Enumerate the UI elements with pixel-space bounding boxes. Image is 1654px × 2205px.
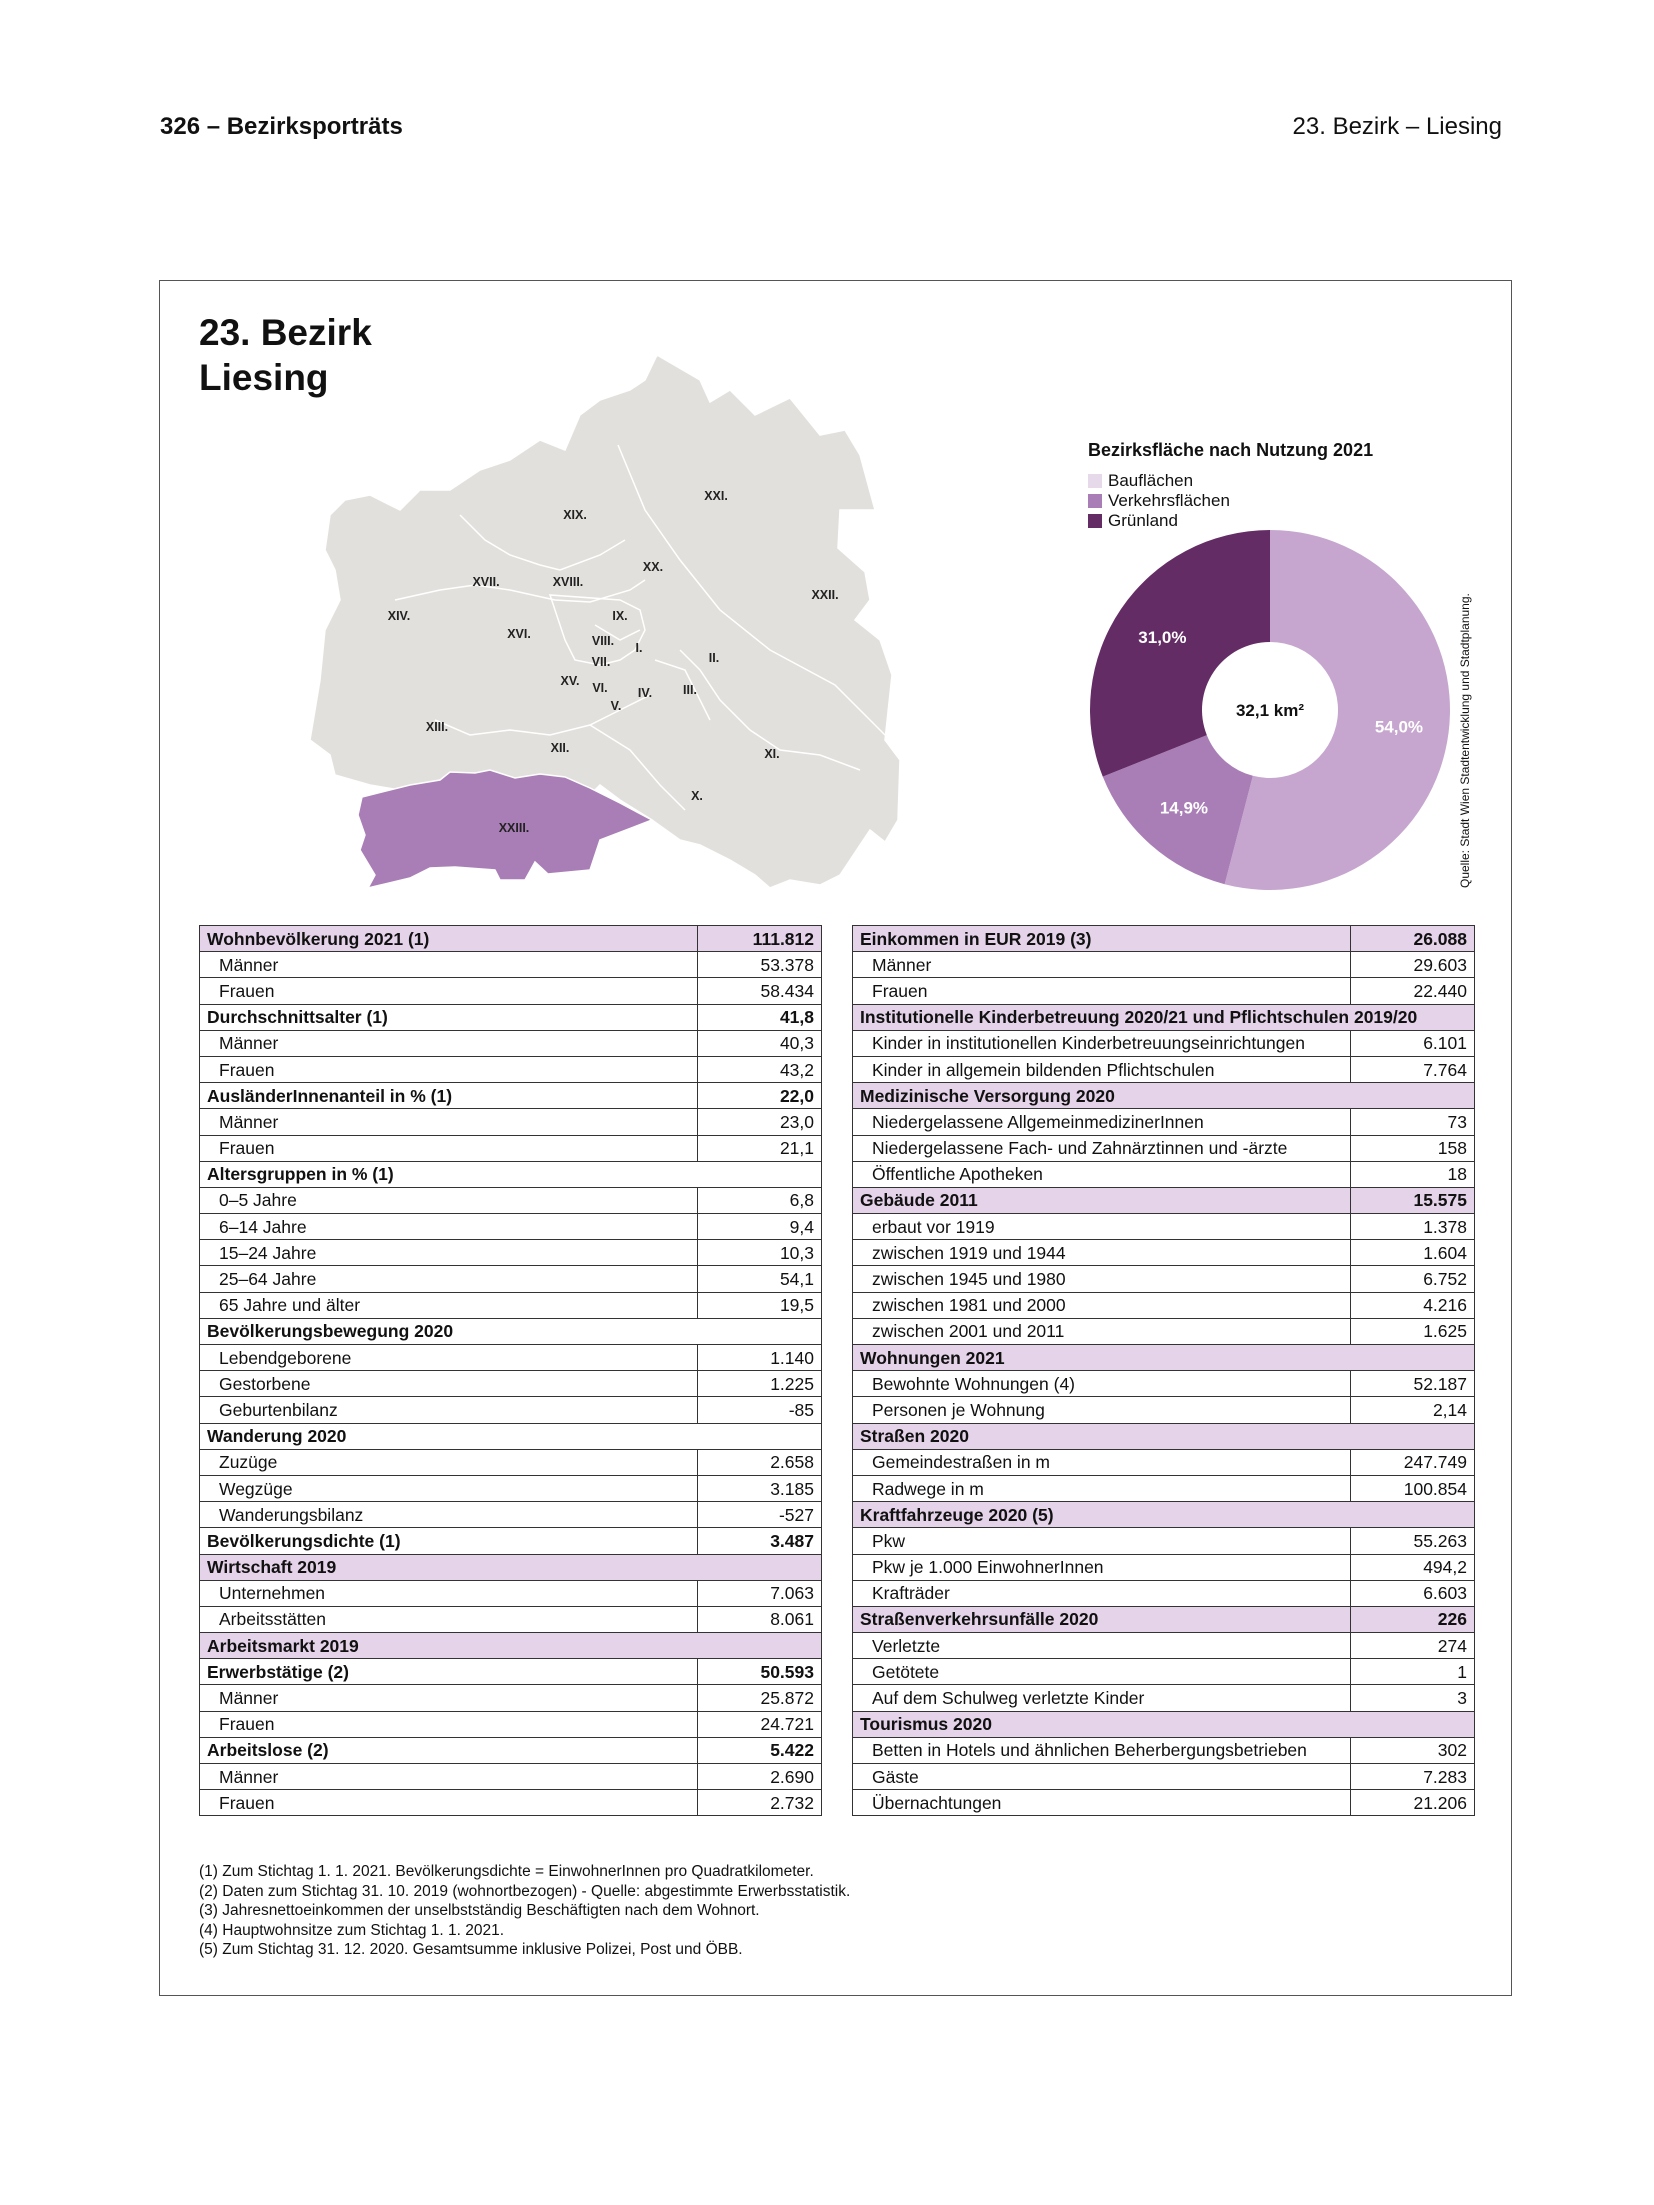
table-row [853,1737,1475,1763]
table-row [200,1502,822,1528]
row-label: Frauen [200,1135,698,1161]
table-row [853,1083,1475,1109]
row-label: Frauen [200,1711,698,1737]
row-value: 2.732 [698,1790,822,1816]
district-label: V. [610,699,622,713]
row-label: AusländerInnenanteil in % (1) [200,1083,698,1109]
table-row [200,1030,822,1056]
pie-center-label: 32,1 km² [1235,701,1305,720]
footnote: (2) Daten zum Stichtag 31. 10. 2019 (wohnortbezogen) - Quelle: abgestimmte Erwerbsstatistik. [199,1882,851,1900]
district-label: XIII. [425,720,449,734]
footnote: (4) Hauptwohnsitze zum Stichtag 1. 1. 2021. [199,1921,504,1939]
table-row [200,1083,822,1109]
legend-swatch [1088,494,1102,508]
table-row [853,1554,1475,1580]
table-row [200,926,822,952]
table-row [200,1659,822,1685]
row-label: Medizinische Versorgung 2020 [853,1083,1475,1109]
row-label: erbaut vor 1919 [853,1214,1351,1240]
district-label: XXI. [704,489,728,503]
row-value: 1 [1351,1659,1475,1685]
row-label: Pkw [853,1528,1351,1554]
row-value: 26.088 [1351,926,1475,952]
source-note: Quelle: Stadt Wien Stadtentwicklung und Stadtplanung. [1458,593,1472,888]
district-label: XVIII. [552,575,584,589]
table-row [853,1345,1475,1371]
row-label: Männer [200,1685,698,1711]
row-label: Männer [200,1030,698,1056]
row-label: Wanderungsbilanz [200,1502,698,1528]
row-label: Geburtenbilanz [200,1397,698,1423]
table-row [200,1737,822,1763]
table-row [200,1685,822,1711]
table-row [200,1004,822,1030]
legend-entry [1088,471,1230,491]
row-label: Verletzte [853,1633,1351,1659]
row-label: Bewohnte Wohnungen (4) [853,1371,1351,1397]
row-value: 302 [1351,1737,1475,1763]
district-label: XIV. [387,609,411,623]
row-value: 6.101 [1351,1030,1475,1056]
row-value: 274 [1351,1633,1475,1659]
row-value: 6.603 [1351,1580,1475,1606]
table-row [200,978,822,1004]
table-row [853,926,1475,952]
district-label: I. [635,641,643,655]
row-value: 29.603 [1351,952,1475,978]
row-value: 1.378 [1351,1214,1475,1240]
row-value: 41,8 [698,1004,822,1030]
table-row [200,1135,822,1161]
row-label: Tourismus 2020 [853,1711,1475,1737]
row-value: 2.690 [698,1764,822,1790]
row-label: Auf dem Schulweg verletzte Kinder [853,1685,1351,1711]
table-row [853,1580,1475,1606]
infrastructure-table [852,925,1475,1816]
row-label: Institutionelle Kinderbetreuung 2020/21 und Pflichtschulen 2019/20 [853,1004,1475,1030]
district-label: XV. [560,674,580,688]
district-label: XVI. [507,627,531,641]
row-label: Zuzüge [200,1449,698,1475]
district-label: XXIII. [498,821,530,835]
table-row [200,1423,822,1449]
table-row [200,1187,822,1213]
row-value: 7.063 [698,1580,822,1606]
row-value: 8.061 [698,1606,822,1632]
district-label: XI. [764,747,780,761]
table-row [853,1502,1475,1528]
row-value: 6.752 [1351,1266,1475,1292]
row-value: -527 [698,1502,822,1528]
row-label: Arbeitsstätten [200,1606,698,1632]
table-row [200,1764,822,1790]
row-label: Straßenverkehrsunfälle 2020 [853,1606,1351,1632]
district-label: III. [683,683,697,697]
row-label: Gestorbene [200,1371,698,1397]
footnotes [199,1862,850,1960]
row-label: Wirtschaft 2019 [200,1554,822,1580]
table-row [853,978,1475,1004]
row-label: Pkw je 1.000 EinwohnerInnen [853,1554,1351,1580]
row-label: Wanderung 2020 [200,1423,822,1449]
table-row [853,1475,1475,1501]
row-value: 54,1 [698,1266,822,1292]
row-label: Getötete [853,1659,1351,1685]
table-row [853,1528,1475,1554]
row-value: 55.263 [1351,1528,1475,1554]
running-header-left: 326 – Bezirksporträts [160,113,403,140]
row-label: Gebäude 2011 [853,1187,1351,1213]
row-value: 6,8 [698,1187,822,1213]
table-row [200,1790,822,1816]
row-value: -85 [698,1397,822,1423]
row-value: 7.283 [1351,1764,1475,1790]
row-label: Personen je Wohnung [853,1397,1351,1423]
row-label: zwischen 1981 und 2000 [853,1292,1351,1318]
title-line-1: 23. Bezirk [199,312,372,353]
table-row [853,1449,1475,1475]
legend-label: Grünland [1108,511,1178,530]
district-label: XVII. [472,575,500,589]
row-label: Übernachtungen [853,1790,1351,1816]
title-line-2: Liesing [199,357,329,398]
running-header-right: 23. Bezirk – Liesing [1292,113,1502,140]
row-label: Bevölkerungsbewegung 2020 [200,1318,822,1344]
row-label: Niedergelassene Fach- und Zahnärztinnen und -ärzte [853,1135,1351,1161]
district-label: VIII. [591,634,615,648]
table-row [853,1397,1475,1423]
table-row [200,1318,822,1344]
table-row [200,1580,822,1606]
row-value: 22.440 [1351,978,1475,1004]
row-label: Radwege in m [853,1475,1351,1501]
table-row [200,1397,822,1423]
row-label: zwischen 1919 und 1944 [853,1240,1351,1266]
row-label: Frauen [200,978,698,1004]
row-value: 53.378 [698,952,822,978]
table-row [853,1685,1475,1711]
row-value: 226 [1351,1606,1475,1632]
table-row [853,1030,1475,1056]
row-value: 52.187 [1351,1371,1475,1397]
pie-data-label: 14,9% [1159,798,1209,818]
row-label: Kinder in institutionellen Kinderbetreuungseinrichtungen [853,1030,1351,1056]
table-row [853,1318,1475,1344]
row-label: Altersgruppen in % (1) [200,1161,822,1187]
row-value: 2,14 [1351,1397,1475,1423]
row-label: 15–24 Jahre [200,1240,698,1266]
row-value: 50.593 [698,1659,822,1685]
row-value: 1.140 [698,1345,822,1371]
row-value: 100.854 [1351,1475,1475,1501]
land-use-donut-chart [1080,520,1460,900]
district-label: XXII. [811,588,839,602]
table-row [853,1659,1475,1685]
row-value: 2.658 [698,1449,822,1475]
row-label: Einkommen in EUR 2019 (3) [853,926,1351,952]
row-label: Männer [200,1764,698,1790]
row-value: 10,3 [698,1240,822,1266]
row-value: 19,5 [698,1292,822,1318]
row-value: 24.721 [698,1711,822,1737]
row-value: 3.185 [698,1475,822,1501]
row-label: Wegzüge [200,1475,698,1501]
row-label: Unternehmen [200,1580,698,1606]
row-value: 111.812 [698,926,822,952]
district-label: II. [708,651,720,665]
legend-label: Verkehrsflächen [1108,491,1230,510]
row-label: 6–14 Jahre [200,1214,698,1240]
row-value: 7.764 [1351,1056,1475,1082]
row-value: 4.216 [1351,1292,1475,1318]
row-label: 65 Jahre und älter [200,1292,698,1318]
row-value: 1.604 [1351,1240,1475,1266]
district-label: XX. [642,560,664,574]
table-row [200,1056,822,1082]
row-label: Durchschnittsalter (1) [200,1004,698,1030]
footnote: (1) Zum Stichtag 1. 1. 2021. Bevölkerungsdichte = EinwohnerInnen pro Quadratkilometer. [199,1863,814,1880]
table-row [853,1764,1475,1790]
table-row [853,1109,1475,1135]
row-label: Erwerbstätige (2) [200,1659,698,1685]
table-row [200,1606,822,1632]
row-value: 5.422 [698,1737,822,1763]
row-value: 21,1 [698,1135,822,1161]
row-value: 18 [1351,1161,1475,1187]
row-value: 494,2 [1351,1554,1475,1580]
table-row [853,1371,1475,1397]
row-label: Männer [200,1109,698,1135]
table-row [200,1633,822,1659]
table-row [200,1214,822,1240]
district-label: VI. [592,681,608,695]
district-label: IV. [637,686,653,700]
row-value: 15.575 [1351,1187,1475,1213]
table-row [200,1528,822,1554]
table-row [853,1423,1475,1449]
table-row [853,952,1475,978]
row-label: Krafträder [853,1580,1351,1606]
row-label: Straßen 2020 [853,1423,1475,1449]
district-label: VII. [591,655,611,669]
district-label: IX. [612,609,628,623]
row-value: 3 [1351,1685,1475,1711]
demographics-table [199,925,822,1816]
table-row [200,1292,822,1318]
legend-entry [1088,491,1230,511]
table-row [200,1109,822,1135]
row-label: Gemeindestraßen in m [853,1449,1351,1475]
row-value: 43,2 [698,1056,822,1082]
row-label: Kraftfahrzeuge 2020 (5) [853,1502,1475,1528]
table-row [200,1475,822,1501]
table-row [853,1606,1475,1632]
row-value: 158 [1351,1135,1475,1161]
row-label: Arbeitsmarkt 2019 [200,1633,822,1659]
table-row [853,1711,1475,1737]
row-value: 247.749 [1351,1449,1475,1475]
row-label: zwischen 2001 und 2011 [853,1318,1351,1344]
table-row [200,1240,822,1266]
chart-title: Bezirksfläche nach Nutzung 2021 [1088,440,1374,460]
row-value: 9,4 [698,1214,822,1240]
row-label: Männer [853,952,1351,978]
table-row [200,1266,822,1292]
table-row [200,1554,822,1580]
table-row [853,1135,1475,1161]
row-value: 40,3 [698,1030,822,1056]
row-value: 23,0 [698,1109,822,1135]
row-label: zwischen 1945 und 1980 [853,1266,1351,1292]
table-row [853,1633,1475,1659]
row-label: Frauen [200,1790,698,1816]
row-label: Betten in Hotels und ähnlichen Beherbergungsbetrieben [853,1737,1351,1763]
row-value: 1.225 [698,1371,822,1397]
pie-data-label: 54,0% [1374,717,1424,737]
pie-slice [1090,530,1270,777]
row-value: 25.872 [698,1685,822,1711]
row-label: Kinder in allgemein bildenden Pflichtschulen [853,1056,1351,1082]
row-value: 58.434 [698,978,822,1004]
vienna-district-map [300,340,1000,900]
legend-swatch [1088,474,1102,488]
row-value: 1.625 [1351,1318,1475,1344]
table-row [200,1345,822,1371]
row-value: 3.487 [698,1528,822,1554]
table-row [853,1214,1475,1240]
table-row [200,1711,822,1737]
table-row [853,1161,1475,1187]
row-value: 73 [1351,1109,1475,1135]
legend-label: Bauflächen [1108,471,1194,490]
row-label: Frauen [853,978,1351,1004]
row-label: Wohnbevölkerung 2021 (1) [200,926,698,952]
table-row [853,1056,1475,1082]
table-row [200,1449,822,1475]
row-label: Männer [200,952,698,978]
row-label: Öffentliche Apotheken [853,1161,1351,1187]
district-label: X. [691,789,703,803]
table-row [853,1266,1475,1292]
district-label: XII. [550,741,570,755]
table-row [200,952,822,978]
row-value: 22,0 [698,1083,822,1109]
row-label: Wohnungen 2021 [853,1345,1475,1371]
footnote: (3) Jahresnettoeinkommen der unselbstständig Beschäftigten nach dem Wohnort. [199,1902,760,1919]
row-label: Gäste [853,1764,1351,1790]
row-label: Lebendgeborene [200,1345,698,1371]
row-label: Frauen [200,1056,698,1082]
footnote: (5) Zum Stichtag 31. 12. 2020. Gesamtsumme inklusive Polizei, Post und ÖBB. [199,1941,743,1958]
table-row [200,1371,822,1397]
district-label: XIX. [563,508,587,522]
row-value: 21.206 [1351,1790,1475,1816]
table-row [200,1161,822,1187]
table-row [853,1187,1475,1213]
pie-data-label: 31,0% [1138,628,1187,648]
table-row [853,1292,1475,1318]
table-row [853,1790,1475,1816]
row-label: Bevölkerungsdichte (1) [200,1528,698,1554]
table-row [853,1004,1475,1030]
row-label: Niedergelassene AllgemeinmedizinerInnen [853,1109,1351,1135]
row-label: 0–5 Jahre [200,1187,698,1213]
row-label: Arbeitslose (2) [200,1737,698,1763]
table-row [853,1240,1475,1266]
row-label: 25–64 Jahre [200,1266,698,1292]
